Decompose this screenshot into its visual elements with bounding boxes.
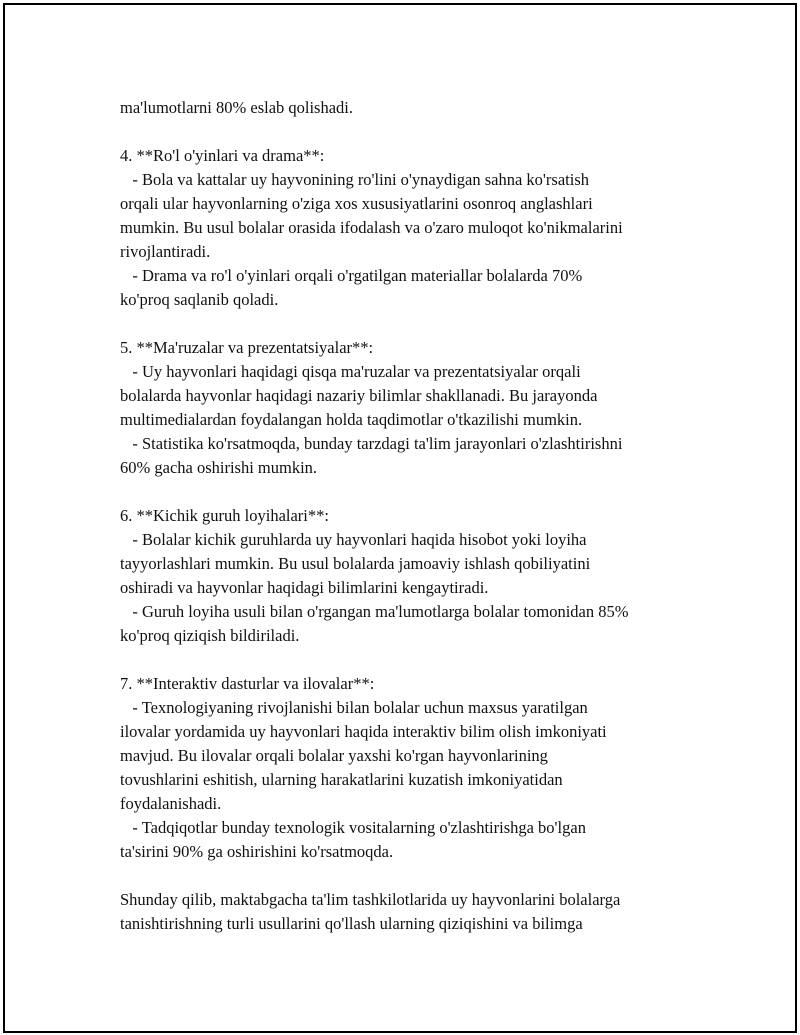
- intro-tail-line: ma'lumotlarni 80% eslab qolishadi.: [120, 98, 354, 117]
- section-6-line: oshiradi va hayvonlar haqidagi bilimlarini kengaytiradi.: [120, 578, 489, 597]
- section-6-line: - Bolalar kichik guruhlarda uy hayvonlari haqida hisobot yoki loyiha: [120, 530, 587, 549]
- section-4-line: - Bola va kattalar uy hayvonining ro'lini o'ynaydigan sahna ko'rsatish: [120, 170, 589, 189]
- section-6-heading: 6. **Kichik guruh loyihalari**:: [120, 506, 329, 525]
- section-7-line: foydalanishadi.: [120, 794, 222, 813]
- section-7-line: ilovalar yordamida uy hayvonlari haqida interaktiv bilim olish imkoniyati: [120, 722, 607, 741]
- section-4-heading: 4. **Ro'l o'yinlari va drama**:: [120, 146, 325, 165]
- document-body: [120, 96, 700, 936]
- section-5-line: - Statistika ko'rsatmoqda, bunday tarzdagi ta'lim jarayonlari o'zlashtirishni: [120, 434, 623, 453]
- section-7-heading: 7. **Interaktiv dasturlar va ilovalar**:: [120, 674, 375, 693]
- blank-line: [120, 648, 700, 672]
- section-7-line: ta'sirini 90% ga oshirishini ko'rsatmoqda.: [120, 842, 394, 861]
- document-page: [3, 3, 797, 1033]
- section-4-line: ko'proq saqlanib qoladi.: [120, 290, 279, 309]
- section-4-line: orqali ular hayvonlarning o'ziga xos xususiyatlarini osonroq anglashlari: [120, 194, 593, 213]
- conclusion-line: Shunday qilib, maktabgacha ta'lim tashkilotlarida uy hayvonlarini bolalarga: [120, 890, 621, 909]
- blank-line: [120, 120, 700, 144]
- section-6-line: - Guruh loyiha usuli bilan o'rgangan ma'lumotlarga bolalar tomonidan 85%: [120, 602, 629, 621]
- section-4-line: rivojlantiradi.: [120, 242, 211, 261]
- section-7-line: tovushlarini eshitish, ularning harakatlarini kuzatish imkoniyatidan: [120, 770, 563, 789]
- section-5-heading: 5. **Ma'ruzalar va prezentatsiyalar**:: [120, 338, 374, 357]
- section-7-line: mavjud. Bu ilovalar orqali bolalar yaxshi ko'rgan hayvonlarining: [120, 746, 548, 765]
- blank-line: [120, 312, 700, 336]
- section-5-line: - Uy hayvonlari haqidagi qisqa ma'ruzalar va prezentatsiyalar orqali: [120, 362, 581, 381]
- section-7-line: - Tadqiqotlar bunday texnologik vositalarning o'zlashtirishga bo'lgan: [120, 818, 586, 837]
- section-6-line: tayyorlashlari mumkin. Bu usul bolalarda jamoaviy ishlash qobiliyatini: [120, 554, 591, 573]
- section-5-line: bolalarda hayvonlar haqidagi nazariy bilimlar shakllanadi. Bu jarayonda: [120, 386, 598, 405]
- section-7-line: - Texnologiyaning rivojlanishi bilan bolalar uchun maxsus yaratilgan: [120, 698, 588, 717]
- section-5-line: 60% gacha oshirishi mumkin.: [120, 458, 318, 477]
- conclusion-line: tanishtirishning turli usullarini qo'llash ularning qiziqishini va bilimga: [120, 914, 583, 933]
- section-6-line: ko'proq qiziqish bildiriladi.: [120, 626, 300, 645]
- section-4-line: mumkin. Bu usul bolalar orasida ifodalash va o'zaro muloqot ko'nikmalarini: [120, 218, 623, 237]
- blank-line: [120, 864, 700, 888]
- blank-line: [120, 480, 700, 504]
- section-4-line: - Drama va ro'l o'yinlari orqali o'rgatilgan materiallar bolalarda 70%: [120, 266, 583, 285]
- section-5-line: multimedialardan foydalangan holda taqdimotlar o'tkazilishi mumkin.: [120, 410, 583, 429]
